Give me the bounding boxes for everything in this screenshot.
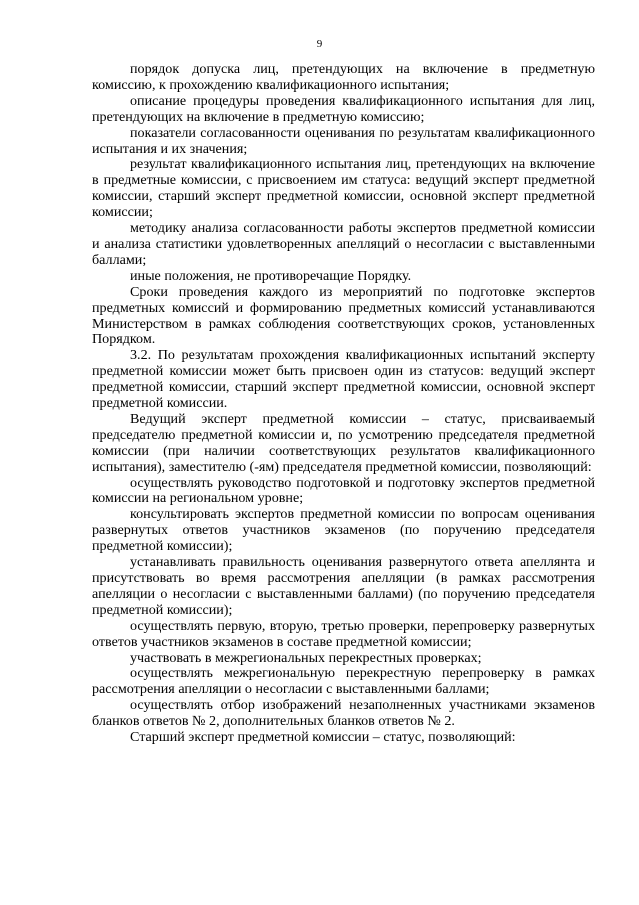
paragraph: показатели согласованности оценивания по результатам квалификационного испытания и их значения; <box>92 124 595 157</box>
document-body <box>92 62 595 746</box>
paragraph: Старший эксперт предметной комиссии – статус, позволяющий: <box>130 729 516 746</box>
paragraph: результат квалификационного испытания лиц, претендующих на включение в предметные комиссии, с присвоением им статуса: ведущий эксперт предметной комиссии, старший эксперт предметной комиссии, основной эксперт предметной комиссии; <box>92 156 595 221</box>
paragraph: иные положения, не противоречащие Порядку. <box>130 267 412 284</box>
paragraph: 3.2. По результатам прохождения квалификационных испытаний эксперту предметной комиссии может быть присвоен один из статусов: ведущий эксперт предметной комиссии, старший эксперт предметной комиссии, основной эксперт предметной комиссии. <box>92 347 595 412</box>
paragraph: описание процедуры проведения квалификационного испытания для лиц, претендующих на включение в предметную комиссию; <box>92 92 595 125</box>
paragraph: устанавливать правильность оценивания развернутого ответа апеллянта и присутствовать во время рассмотрения апелляции (в рамках рассмотрения апелляции о несогласии с выставленными баллами) (по поручению председателя предметной комиссии); <box>92 554 595 618</box>
paragraph: порядок допуска лиц, претендующих на включение в предметную комиссию, к прохождению квалификационного испытания; <box>92 61 595 93</box>
paragraph: осуществлять отбор изображений незаполненных участниками экзаменов бланков ответов № 2, дополнительных бланков ответов № 2. <box>92 697 595 730</box>
page-number: 9 <box>316 38 323 50</box>
paragraph: консультировать экспертов предметной комиссии по вопросам оценивания развернутых ответов участников экзаменов (по поручению председателя предметной комиссии); <box>92 506 595 555</box>
paragraph: осуществлять руководство подготовкой и подготовку экспертов предметной комиссии на региональном уровне; <box>92 474 595 507</box>
paragraph: Ведущий эксперт предметной комиссии – статус, присваиваемый председателю предметной комиссии и, по усмотрению председателя предметной комиссии (при наличии соответствующих результатов квалификационного испытания), заместителю (-ям) председателя предметной комиссии, позволяющий: <box>92 410 595 475</box>
paragraph: Сроки проведения каждого из мероприятий по подготовке экспертов предметных комиссий и формированию предметных комиссий устанавливаются Министерством в рамках соблюдения соответствующих сроков, установленных Порядком. <box>92 283 595 348</box>
paragraph: методику анализа согласованности работы экспертов предметной комиссии и анализа статистики удовлетворенных апелляций о несогласии с выставленными баллами; <box>92 220 595 268</box>
paragraph: осуществлять первую, вторую, третью проверки, перепроверку развернутых ответов участников экзаменов в составе предметной комиссии; <box>92 617 595 650</box>
paragraph: осуществлять межрегиональную перекрестную перепроверку в рамках рассмотрения апелляции о несогласии с выставленными баллами; <box>92 665 595 698</box>
paragraph: участвовать в межрегиональных перекрестных проверках; <box>130 649 482 666</box>
